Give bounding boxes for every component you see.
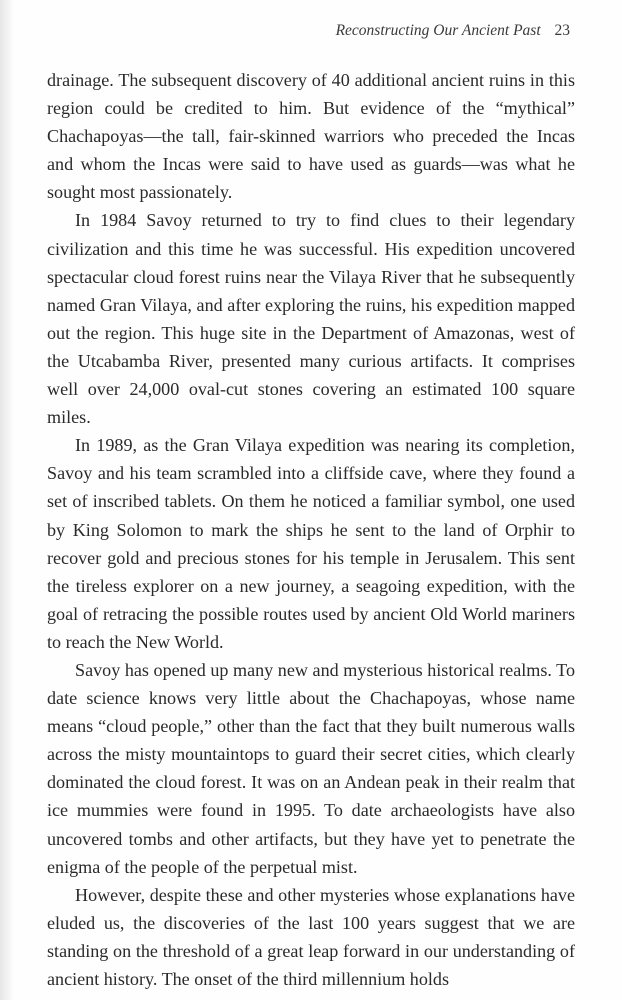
running-head xyxy=(336,22,570,40)
paragraph: Savoy has opened up many new and mysterious historical realms. To date science knows very little about the Chachapoyas, whose name means “cloud people,” other than the fact that they built numerous walls across the misty mountaintops to guard their secret cities, which clearly dominated the cloud forest. It was on an Andean peak in their realm that ice mummies were found in 1995. To date archaeologists have also uncovered tombs and other artifacts, but they have yet to penetrate the enigma of the people of the perpetual mist. xyxy=(47,659,575,877)
running-title: Reconstructing Our Ancient Past xyxy=(335,22,541,39)
page-number: 23 xyxy=(554,22,570,39)
spine-shadow xyxy=(0,0,14,1000)
body-text xyxy=(47,66,575,993)
paragraph: drainage. The subsequent discovery of 40 additional ancient ruins in this region could be credited to him. But evidence of the “mythical” Chachapoyas—the tall, fair-skinned warriors who preceded the Incas and whom the Incas were said to have used as guards—was what he sought most passionately. xyxy=(47,70,575,203)
paragraph: However, despite these and other mysteries whose explanations have eluded us, the discoveries of the last 100 years suggest that we are standing on the threshold of a great leap forward in our understanding of ancient history. The onset of the third millennium holds xyxy=(47,884,575,989)
paragraph: In 1989, as the Gran Vilaya expedition was nearing its completion, Savoy and his team scrambled into a cliffside cave, where they found a set of inscribed tablets. On them he noticed a familiar symbol, one used by King Solomon to mark the ships he sent to the land of Orphir to recover gold and precious stones for his temple in Jerusalem. This sent the tireless explorer on a new journey, a seagoing expedition, with the goal of retracing the possible routes used by ancient Old World mariners to reach the New World. xyxy=(47,435,575,652)
paragraph: In 1984 Savoy returned to try to find clues to their legendary civilization and this time he was successful. His expedition uncovered spectacular cloud forest ruins near the Vilaya River that he subsequently named Gran Vilaya, and after exploring the ruins, his expedition mapped out the region. This huge site in the Department of Amazonas, west of the Utcabamba River, presented many curious artifacts. It comprises well over 24,000 oval-cut stones covering an estimated 100 square miles. xyxy=(47,210,575,428)
